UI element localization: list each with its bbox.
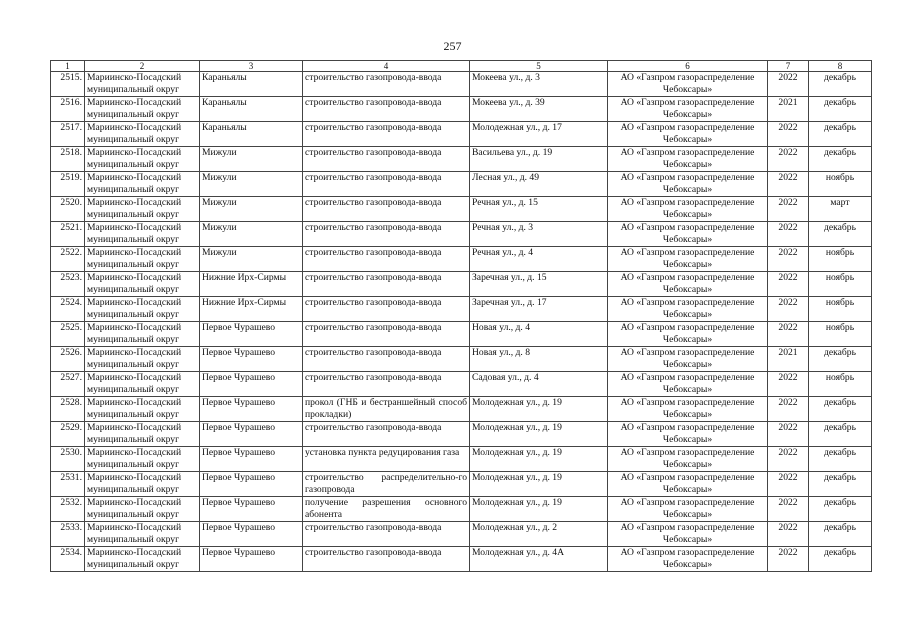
year-cell: 2022 bbox=[768, 272, 809, 297]
work-type-cell: строительство газопровода-ввода bbox=[303, 222, 470, 247]
address-cell: Новая ул., д. 4 bbox=[470, 322, 608, 347]
organization-cell: АО «Газпром газораспределение Чебоксары» bbox=[608, 447, 768, 472]
organization-cell: АО «Газпром газораспределение Чебоксары» bbox=[608, 372, 768, 397]
row-number-cell: 2525. bbox=[51, 322, 85, 347]
year-cell: 2022 bbox=[768, 397, 809, 422]
address-cell: Молодежная ул., д. 19 bbox=[470, 397, 608, 422]
district-cell: Мариинско-Посадский муниципальный округ bbox=[85, 247, 200, 272]
work-type-cell: строительство газопровода-ввода bbox=[303, 272, 470, 297]
row-number-cell: 2531. bbox=[51, 472, 85, 497]
district-cell: Мариинско-Посадский муниципальный округ bbox=[85, 272, 200, 297]
month-cell: декабрь bbox=[809, 122, 872, 147]
document-table bbox=[50, 60, 872, 572]
district-cell: Мариинско-Посадский муниципальный округ bbox=[85, 97, 200, 122]
column-header: 7 bbox=[768, 61, 809, 72]
year-cell: 2022 bbox=[768, 147, 809, 172]
address-cell: Заречная ул., д. 17 bbox=[470, 297, 608, 322]
table-row bbox=[51, 122, 872, 147]
settlement-cell: Мижули bbox=[200, 222, 303, 247]
work-type-cell: строительство газопровода-ввода bbox=[303, 347, 470, 372]
district-cell: Мариинско-Посадский муниципальный округ bbox=[85, 447, 200, 472]
district-cell: Мариинско-Посадский муниципальный округ bbox=[85, 297, 200, 322]
month-cell: ноябрь bbox=[809, 272, 872, 297]
work-type-cell: строительство распределительно-го газопровода bbox=[303, 472, 470, 497]
month-cell: декабрь bbox=[809, 72, 872, 97]
row-number-cell: 2522. bbox=[51, 247, 85, 272]
settlement-cell: Мижули bbox=[200, 172, 303, 197]
organization-cell: АО «Газпром газораспределение Чебоксары» bbox=[608, 422, 768, 447]
address-cell: Садовая ул., д. 4 bbox=[470, 372, 608, 397]
row-number-cell: 2515. bbox=[51, 72, 85, 97]
work-type-cell: строительство газопровода-ввода bbox=[303, 422, 470, 447]
work-type-cell: строительство газопровода-ввода bbox=[303, 547, 470, 572]
page-number: 257 bbox=[443, 39, 462, 53]
table-row bbox=[51, 497, 872, 522]
year-cell: 2022 bbox=[768, 247, 809, 272]
table-row bbox=[51, 297, 872, 322]
address-cell: Речная ул., д. 15 bbox=[470, 197, 608, 222]
row-number-cell: 2516. bbox=[51, 97, 85, 122]
district-cell: Мариинско-Посадский муниципальный округ bbox=[85, 122, 200, 147]
settlement-cell: Первое Чурашево bbox=[200, 447, 303, 472]
work-type-cell: строительство газопровода-ввода bbox=[303, 172, 470, 197]
district-cell: Мариинско-Посадский муниципальный округ bbox=[85, 547, 200, 572]
month-cell: декабрь bbox=[809, 497, 872, 522]
table-body bbox=[51, 72, 872, 572]
address-cell: Молодежная ул., д. 2 bbox=[470, 522, 608, 547]
settlement-cell: Мижули bbox=[200, 247, 303, 272]
year-cell: 2022 bbox=[768, 547, 809, 572]
settlement-cell: Первое Чурашево bbox=[200, 372, 303, 397]
month-cell: ноябрь bbox=[809, 172, 872, 197]
month-cell: март bbox=[809, 197, 872, 222]
row-number-cell: 2518. bbox=[51, 147, 85, 172]
district-cell: Мариинско-Посадский муниципальный округ bbox=[85, 322, 200, 347]
work-type-cell: строительство газопровода-ввода bbox=[303, 322, 470, 347]
month-cell: декабрь bbox=[809, 97, 872, 122]
row-number-cell: 2526. bbox=[51, 347, 85, 372]
month-cell: декабрь bbox=[809, 222, 872, 247]
organization-cell: АО «Газпром газораспределение Чебоксары» bbox=[608, 522, 768, 547]
year-cell: 2022 bbox=[768, 372, 809, 397]
table-row bbox=[51, 372, 872, 397]
address-cell: Молодежная ул., д. 19 bbox=[470, 447, 608, 472]
settlement-cell: Первое Чурашево bbox=[200, 472, 303, 497]
organization-cell: АО «Газпром газораспределение Чебоксары» bbox=[608, 297, 768, 322]
row-number-cell: 2524. bbox=[51, 297, 85, 322]
district-cell: Мариинско-Посадский муниципальный округ bbox=[85, 497, 200, 522]
year-cell: 2022 bbox=[768, 472, 809, 497]
address-cell: Молодежная ул., д. 17 bbox=[470, 122, 608, 147]
table-row bbox=[51, 97, 872, 122]
row-number-cell: 2533. bbox=[51, 522, 85, 547]
address-cell: Речная ул., д. 3 bbox=[470, 222, 608, 247]
year-cell: 2022 bbox=[768, 322, 809, 347]
year-cell: 2021 bbox=[768, 97, 809, 122]
district-cell: Мариинско-Посадский муниципальный округ bbox=[85, 522, 200, 547]
month-cell: ноябрь bbox=[809, 297, 872, 322]
settlement-cell: Первое Чурашево bbox=[200, 547, 303, 572]
row-number-cell: 2534. bbox=[51, 547, 85, 572]
settlement-cell: Мижули bbox=[200, 147, 303, 172]
organization-cell: АО «Газпром газораспределение Чебоксары» bbox=[608, 172, 768, 197]
work-type-cell: установка пункта редуцирования газа bbox=[303, 447, 470, 472]
table-row bbox=[51, 547, 872, 572]
work-type-cell: строительство газопровода-ввода bbox=[303, 372, 470, 397]
address-cell: Новая ул., д. 8 bbox=[470, 347, 608, 372]
settlement-cell: Первое Чурашево bbox=[200, 497, 303, 522]
year-cell: 2022 bbox=[768, 197, 809, 222]
organization-cell: АО «Газпром газораспределение Чебоксары» bbox=[608, 72, 768, 97]
column-header: 2 bbox=[85, 61, 200, 72]
organization-cell: АО «Газпром газораспределение Чебоксары» bbox=[608, 347, 768, 372]
address-cell: Речная ул., д. 4 bbox=[470, 247, 608, 272]
organization-cell: АО «Газпром газораспределение Чебоксары» bbox=[608, 472, 768, 497]
column-header: 4 bbox=[303, 61, 470, 72]
month-cell: декабрь bbox=[809, 472, 872, 497]
organization-cell: АО «Газпром газораспределение Чебоксары» bbox=[608, 247, 768, 272]
table-row bbox=[51, 72, 872, 97]
row-number-cell: 2529. bbox=[51, 422, 85, 447]
settlement-cell: Первое Чурашево bbox=[200, 422, 303, 447]
work-type-cell: строительство газопровода-ввода bbox=[303, 247, 470, 272]
address-cell: Молодежная ул., д. 19 bbox=[470, 472, 608, 497]
month-cell: декабрь bbox=[809, 522, 872, 547]
table-row bbox=[51, 522, 872, 547]
work-type-cell: строительство газопровода-ввода bbox=[303, 522, 470, 547]
district-cell: Мариинско-Посадский муниципальный округ bbox=[85, 372, 200, 397]
district-cell: Мариинско-Посадский муниципальный округ bbox=[85, 72, 200, 97]
table-row bbox=[51, 472, 872, 497]
row-number-cell: 2532. bbox=[51, 497, 85, 522]
table-row bbox=[51, 222, 872, 247]
month-cell: декабрь bbox=[809, 447, 872, 472]
settlement-cell: Мижули bbox=[200, 197, 303, 222]
row-number-cell: 2523. bbox=[51, 272, 85, 297]
settlement-cell: Караньялы bbox=[200, 97, 303, 122]
table-row bbox=[51, 247, 872, 272]
district-cell: Мариинско-Посадский муниципальный округ bbox=[85, 347, 200, 372]
year-cell: 2022 bbox=[768, 172, 809, 197]
organization-cell: АО «Газпром газораспределение Чебоксары» bbox=[608, 97, 768, 122]
address-cell: Васильева ул., д. 19 bbox=[470, 147, 608, 172]
address-cell: Мокеева ул., д. 3 bbox=[470, 72, 608, 97]
address-cell: Молодежная ул., д. 19 bbox=[470, 497, 608, 522]
year-cell: 2022 bbox=[768, 72, 809, 97]
organization-cell: АО «Газпром газораспределение Чебоксары» bbox=[608, 397, 768, 422]
address-cell: Заречная ул., д. 15 bbox=[470, 272, 608, 297]
row-number-cell: 2528. bbox=[51, 397, 85, 422]
district-cell: Мариинско-Посадский муниципальный округ bbox=[85, 197, 200, 222]
row-number-cell: 2527. bbox=[51, 372, 85, 397]
month-cell: ноябрь bbox=[809, 322, 872, 347]
work-type-cell: получение разрешения основного абонента bbox=[303, 497, 470, 522]
year-cell: 2021 bbox=[768, 347, 809, 372]
work-type-cell: строительство газопровода-ввода bbox=[303, 297, 470, 322]
organization-cell: АО «Газпром газораспределение Чебоксары» bbox=[608, 547, 768, 572]
column-number-row bbox=[51, 61, 872, 72]
column-header: 1 bbox=[51, 61, 85, 72]
work-type-cell: строительство газопровода-ввода bbox=[303, 147, 470, 172]
organization-cell: АО «Газпром газораспределение Чебоксары» bbox=[608, 222, 768, 247]
table-row bbox=[51, 272, 872, 297]
month-cell: декабрь bbox=[809, 347, 872, 372]
organization-cell: АО «Газпром газораспределение Чебоксары» bbox=[608, 322, 768, 347]
settlement-cell: Первое Чурашево bbox=[200, 522, 303, 547]
column-header: 8 bbox=[809, 61, 872, 72]
district-cell: Мариинско-Посадский муниципальный округ bbox=[85, 422, 200, 447]
month-cell: декабрь bbox=[809, 547, 872, 572]
table-row bbox=[51, 322, 872, 347]
table-row bbox=[51, 172, 872, 197]
year-cell: 2022 bbox=[768, 522, 809, 547]
table-row bbox=[51, 147, 872, 172]
table-row bbox=[51, 447, 872, 472]
column-header: 6 bbox=[608, 61, 768, 72]
district-cell: Мариинско-Посадский муниципальный округ bbox=[85, 472, 200, 497]
settlement-cell: Первое Чурашево bbox=[200, 322, 303, 347]
settlement-cell: Караньялы bbox=[200, 72, 303, 97]
row-number-cell: 2520. bbox=[51, 197, 85, 222]
year-cell: 2022 bbox=[768, 222, 809, 247]
address-cell: Лесная ул., д. 49 bbox=[470, 172, 608, 197]
organization-cell: АО «Газпром газораспределение Чебоксары» bbox=[608, 272, 768, 297]
work-type-cell: строительство газопровода-ввода bbox=[303, 72, 470, 97]
month-cell: декабрь bbox=[809, 147, 872, 172]
settlement-cell: Нижние Ирх-Сирмы bbox=[200, 297, 303, 322]
work-type-cell: строительство газопровода-ввода bbox=[303, 197, 470, 222]
column-header: 5 bbox=[470, 61, 608, 72]
month-cell: ноябрь bbox=[809, 247, 872, 272]
year-cell: 2022 bbox=[768, 297, 809, 322]
organization-cell: АО «Газпром газораспределение Чебоксары» bbox=[608, 122, 768, 147]
year-cell: 2022 bbox=[768, 497, 809, 522]
settlement-cell: Первое Чурашево bbox=[200, 397, 303, 422]
month-cell: ноябрь bbox=[809, 372, 872, 397]
organization-cell: АО «Газпром газораспределение Чебоксары» bbox=[608, 147, 768, 172]
table-row bbox=[51, 347, 872, 372]
district-cell: Мариинско-Посадский муниципальный округ bbox=[85, 222, 200, 247]
address-cell: Мокеева ул., д. 39 bbox=[470, 97, 608, 122]
work-type-cell: строительство газопровода-ввода bbox=[303, 122, 470, 147]
work-type-cell: строительство газопровода-ввода bbox=[303, 97, 470, 122]
district-cell: Мариинско-Посадский муниципальный округ bbox=[85, 397, 200, 422]
table-row bbox=[51, 197, 872, 222]
year-cell: 2022 bbox=[768, 422, 809, 447]
row-number-cell: 2521. bbox=[51, 222, 85, 247]
district-cell: Мариинско-Посадский муниципальный округ bbox=[85, 147, 200, 172]
year-cell: 2022 bbox=[768, 122, 809, 147]
row-number-cell: 2517. bbox=[51, 122, 85, 147]
settlement-cell: Первое Чурашево bbox=[200, 347, 303, 372]
month-cell: декабрь bbox=[809, 422, 872, 447]
address-cell: Молодежная ул., д. 19 bbox=[470, 422, 608, 447]
settlement-cell: Караньялы bbox=[200, 122, 303, 147]
work-type-cell: прокол (ГНБ и бестраншейный способ прокладки) bbox=[303, 397, 470, 422]
district-cell: Мариинско-Посадский муниципальный округ bbox=[85, 172, 200, 197]
row-number-cell: 2530. bbox=[51, 447, 85, 472]
table-row bbox=[51, 422, 872, 447]
column-header: 3 bbox=[200, 61, 303, 72]
month-cell: декабрь bbox=[809, 397, 872, 422]
organization-cell: АО «Газпром газораспределение Чебоксары» bbox=[608, 197, 768, 222]
address-cell: Молодежная ул., д. 4А bbox=[470, 547, 608, 572]
organization-cell: АО «Газпром газораспределение Чебоксары» bbox=[608, 497, 768, 522]
row-number-cell: 2519. bbox=[51, 172, 85, 197]
settlement-cell: Нижние Ирх-Сирмы bbox=[200, 272, 303, 297]
year-cell: 2022 bbox=[768, 447, 809, 472]
table-row bbox=[51, 397, 872, 422]
